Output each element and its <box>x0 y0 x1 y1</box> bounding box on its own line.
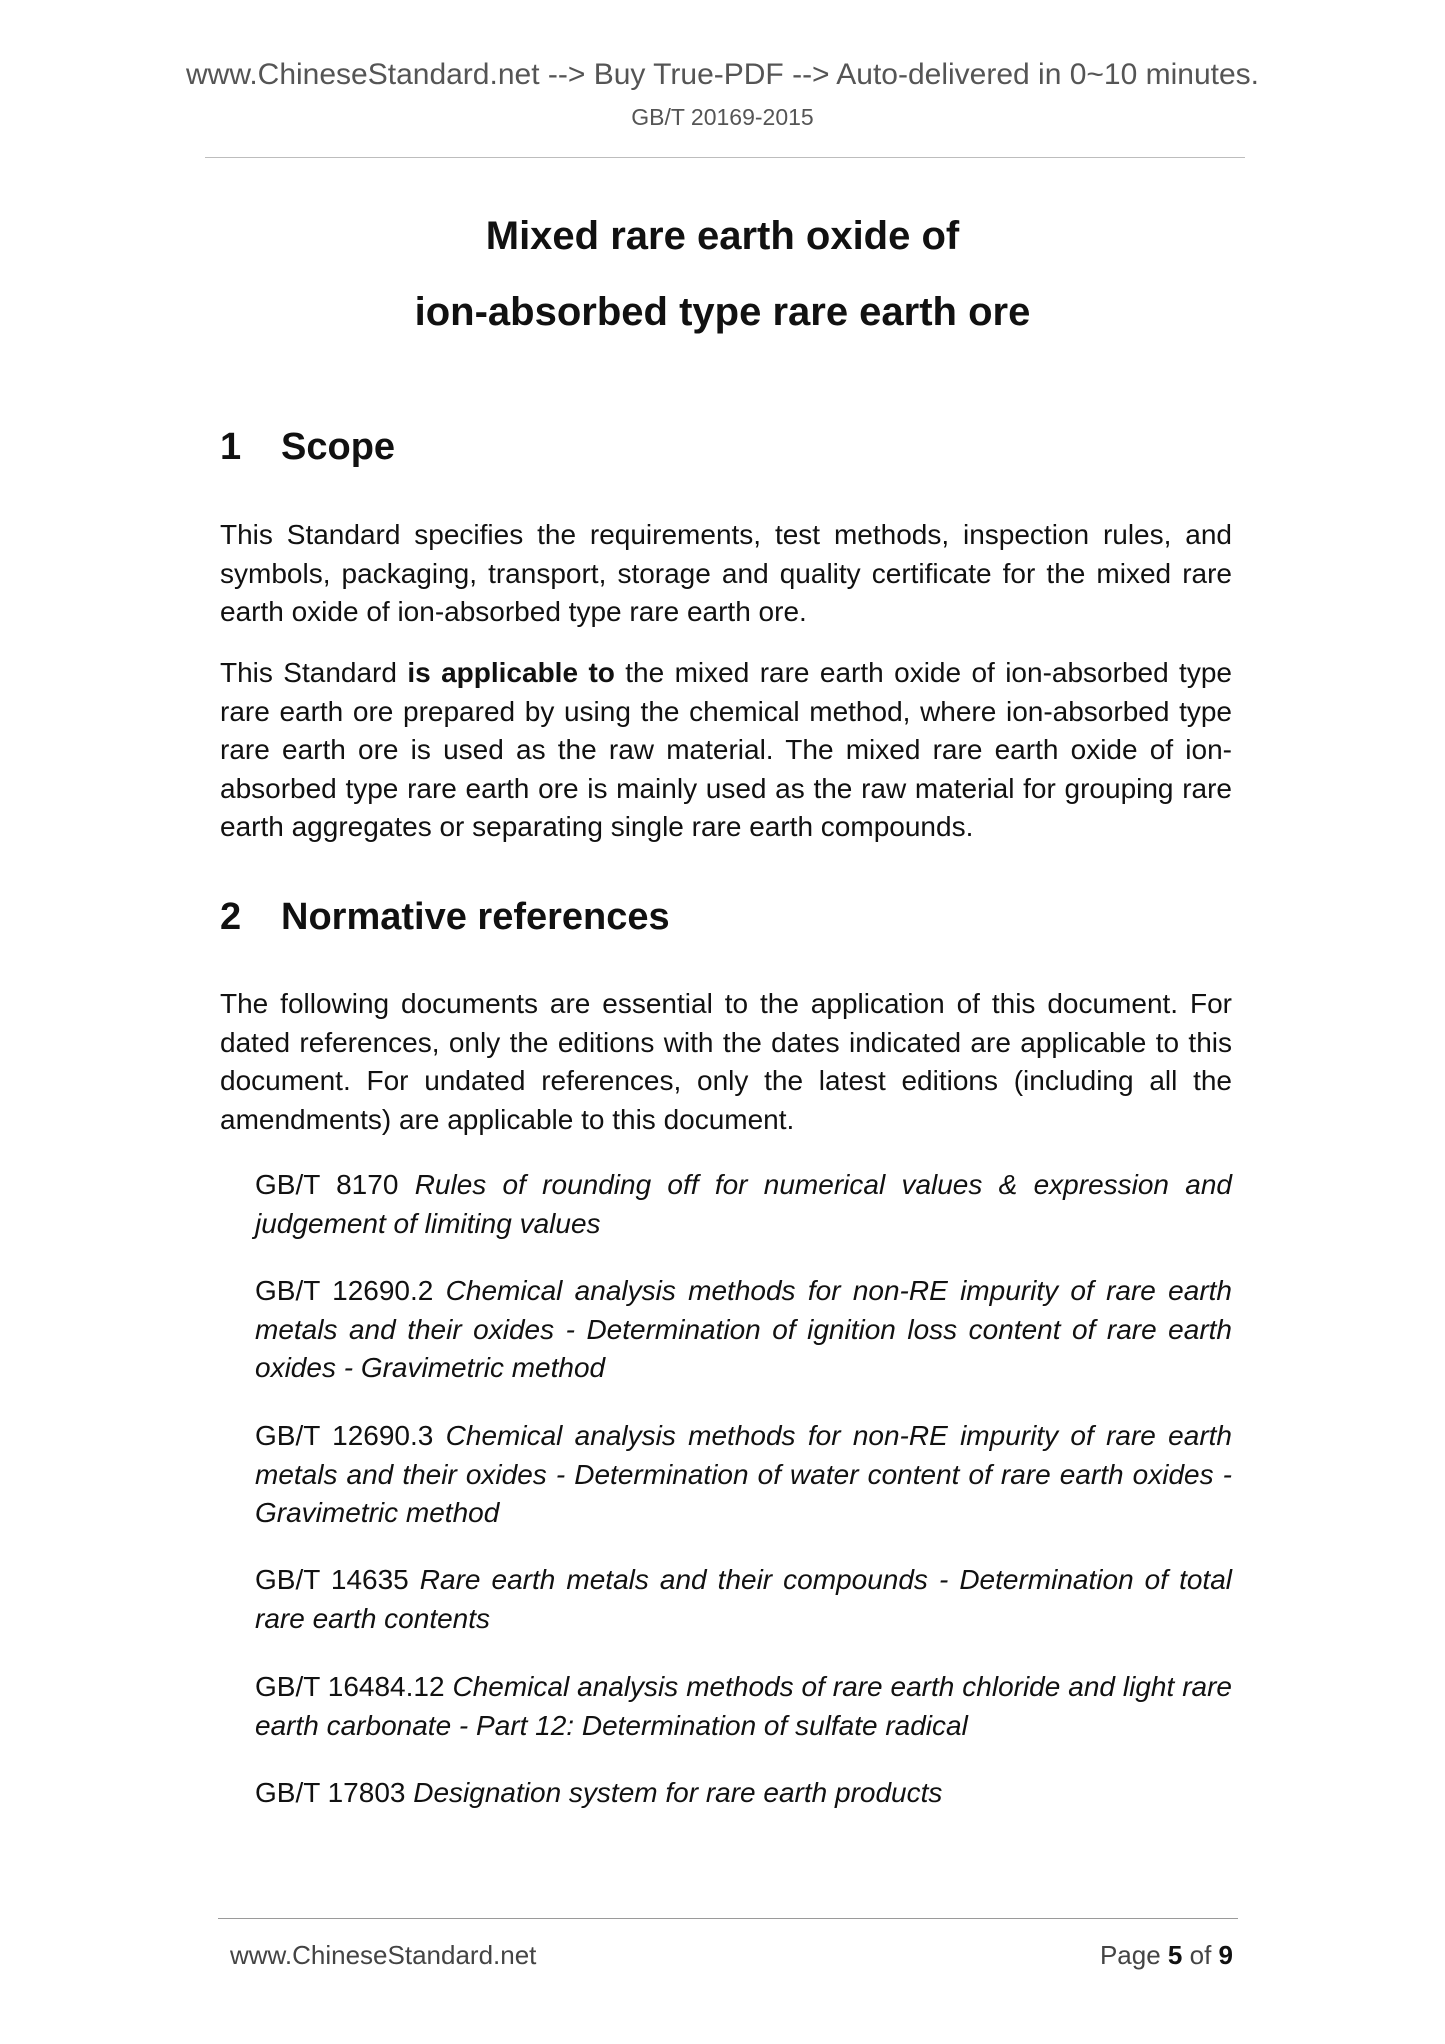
page-label: Page <box>1099 1940 1161 1970</box>
reference-title: Chemical analysis methods of rare earth chloride and light rare earth carbonate - Part 12: Determination of sulfate radical <box>255 1671 1232 1741</box>
section-number: 1 <box>220 426 242 468</box>
scope-paragraph-2-start: This Standard <box>220 657 408 688</box>
reference-item <box>255 1272 1232 1388</box>
page-indicator <box>1100 1938 1233 1972</box>
reference-item <box>255 1166 1232 1243</box>
scope-paragraph-2-emphasis: is applicable to <box>407 657 615 688</box>
reference-item <box>255 1668 1232 1745</box>
scope-paragraph-2 <box>220 654 1232 847</box>
section-title: Scope <box>281 426 396 468</box>
standard-code: GB/T 20169-2015 <box>631 104 814 130</box>
scope-paragraph-2-rest: the mixed rare earth oxide of ion-absorbed type rare earth ore prepared by using the chemical method, where ion-absorbed type rare earth ore is used as the raw material. The mixed rare earth oxide of ion-absorbed type rare earth ore is mainly used as the raw material for grouping rare earth aggregates or separating single rare earth compounds. <box>220 657 1232 842</box>
normative-intro: The following documents are essential to the application of this document. For dated references, only the editions with the dates indicated are applicable to this document. For undated references, only the latest editions (including all the amendments) are applicable to this document. <box>220 988 1232 1135</box>
document-title <box>0 198 1445 350</box>
section-number: 2 <box>220 896 242 938</box>
document-title-line-2: ion-absorbed type rare earth ore <box>414 290 1031 334</box>
reference-item <box>255 1774 1232 1813</box>
reference-code: GB/T 8170 <box>255 1169 399 1200</box>
reference-code: GB/T 14635 <box>255 1564 409 1595</box>
reference-code: GB/T 17803 <box>255 1777 406 1808</box>
reference-code: GB/T 12690.2 <box>255 1275 434 1306</box>
footer-site-link[interactable]: www.ChineseStandard.net <box>230 1940 537 1970</box>
header-banner: www.ChineseStandard.net --> Buy True-PDF --> Auto-delivered in 0~10 minutes. <box>185 58 1260 91</box>
reference-title: Chemical analysis methods for non-RE impurity of rare earth metals and their oxides - Determination of ignition loss content of rare earth oxides - Gravimetric method <box>255 1275 1232 1383</box>
reference-item <box>255 1561 1232 1638</box>
page-of: of <box>1189 1940 1212 1970</box>
reference-code: GB/T 12690.3 <box>255 1420 434 1451</box>
reference-title: Designation system for rare earth products <box>413 1777 943 1808</box>
footer-divider <box>218 1918 1238 1919</box>
reference-code: GB/T 16484.12 <box>255 1671 445 1702</box>
page-current: 5 <box>1167 1940 1183 1970</box>
header-divider <box>205 157 1245 158</box>
section-heading-scope <box>220 423 395 471</box>
section-heading-normative-references <box>220 893 670 941</box>
document-title-line-1: Mixed rare earth oxide of <box>485 214 960 258</box>
section-title: Normative references <box>281 896 670 938</box>
scope-paragraph-1: This Standard specifies the requirements, test methods, inspection rules, and symbols, packaging, transport, storage and quality certificate for the mixed rare earth oxide of ion-absorbed type rare earth ore. <box>220 519 1232 627</box>
reference-title: Chemical analysis methods for non-RE impurity of rare earth metals and their oxides - Determination of water content of rare earth oxides - Gravimetric method <box>255 1420 1232 1528</box>
reference-title: Rules of rounding off for numerical values & expression and judgement of limiting values <box>255 1169 1233 1239</box>
page-total: 9 <box>1218 1940 1233 1970</box>
page-header <box>0 56 1445 132</box>
reference-title: Rare earth metals and their compounds - Determination of total rare earth contents <box>255 1564 1232 1634</box>
reference-item <box>255 1417 1232 1533</box>
